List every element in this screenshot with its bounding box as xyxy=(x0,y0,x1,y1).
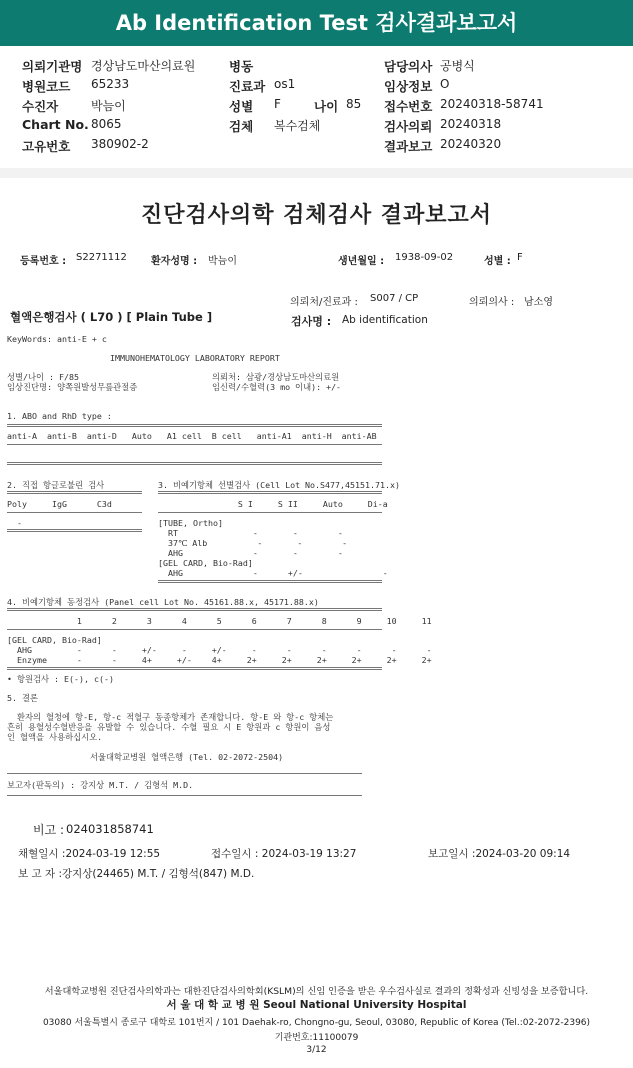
patient-name-value: 박늠이 xyxy=(208,256,237,267)
doctor-label: 의뢰의사 : xyxy=(469,297,515,308)
value-physician: 공병식 xyxy=(440,59,475,73)
section-screening-title: 3. 비예기항체 선별검사 (Cell Lot No.S477,45151.71.x) xyxy=(158,480,400,490)
receipt-datetime: 접수일시 : 2024-03-19 13:27 xyxy=(211,848,357,860)
rule xyxy=(7,444,382,445)
exam-value: Ab identification xyxy=(342,314,428,326)
section-abo-title: 1. ABO and RhD type : xyxy=(7,411,112,421)
label-chart-no: Chart No. xyxy=(22,117,89,132)
keywords: KeyWords: anti-E + c xyxy=(7,334,107,344)
double-rule xyxy=(7,667,382,670)
double-rule xyxy=(7,462,382,465)
conclusion-line: 환자의 혈청에 항-E, 항-c 적혈구 동종항체가 존재합니다. 항-E 와 항-c 항체는 xyxy=(7,712,334,722)
hospital-address: 03080 서울특별시 종로구 대학로 101번지 / 101 Daehak-ro, Chongno-gu, Seoul, 03080, Republic of Korea (Tel.:02-2072-2396) xyxy=(42,1018,591,1028)
rule xyxy=(7,629,382,630)
double-rule xyxy=(7,529,142,532)
institution-number: 기관번호:11100079 xyxy=(274,1033,359,1043)
collection-datetime: 채혈일시 :2024-03-19 12:55 xyxy=(18,848,161,860)
dat-values: - xyxy=(7,518,22,528)
section-dat-title: 2. 직접 항글로불린 검사 xyxy=(7,480,105,490)
screening-row: RT - - - xyxy=(158,528,343,538)
conclusion-line: 인 혈액을 사용하십시오. xyxy=(7,732,103,742)
document-title: 진단검사의학 검체검사 결과보고서 xyxy=(140,203,493,228)
report-datetime: 보고일시 :2024-03-20 09:14 xyxy=(428,848,571,860)
reporter-line: 보 고 자 :강지상(24465) M.T. / 김형석(847) M.D. xyxy=(18,868,255,880)
value-patient: 박늠이 xyxy=(91,99,126,113)
value-accession: 20240318-58741 xyxy=(440,97,544,111)
dat-columns: Poly IgG C3d xyxy=(7,499,112,509)
note-label: 비고 : xyxy=(33,823,65,837)
rule xyxy=(7,773,362,774)
requesting-institution: 의뢰처: 삼광/경상남도마산의료원 xyxy=(212,372,340,382)
value-specimen: 복수검체 xyxy=(274,119,321,133)
dept-label: 의뢰처/진료과 : xyxy=(290,297,358,308)
label-physician: 담당의사 xyxy=(384,59,433,74)
pregnancy-transfusion: 임신력/수혈력(3 mo 이내): +/- xyxy=(212,382,342,392)
page-number: 3/12 xyxy=(306,1045,327,1055)
rule xyxy=(158,512,382,513)
sex-age: 성별/나이 : F/85 xyxy=(7,372,80,382)
screening-row: AHG - +/- - xyxy=(158,568,388,578)
doctor-value: 남소영 xyxy=(524,297,553,308)
value-request-date: 20240318 xyxy=(440,117,502,131)
screening-row: AHG - - - xyxy=(158,548,343,558)
label-request-date: 검사의뢰 xyxy=(384,119,433,134)
request-info-header xyxy=(0,48,633,168)
section-conclusion-title: 5. 결론 xyxy=(7,693,39,703)
double-rule xyxy=(7,608,382,611)
value-unique-id: 380902-2 xyxy=(91,137,149,151)
label-institution: 의뢰기관명 xyxy=(22,59,83,74)
value-institution: 경상남도마산의료원 xyxy=(91,59,196,73)
screening-columns: S I S II Auto Di-a xyxy=(158,499,388,509)
label-clinical-info: 임상정보 xyxy=(384,79,433,94)
label-unique-id: 고유번호 xyxy=(22,139,71,154)
label-hospital-code: 병원코드 xyxy=(22,79,71,94)
value-hospital-code: 65233 xyxy=(91,77,130,91)
antigen-test: • 항원검사 : E(-), c(-) xyxy=(7,674,114,684)
report-title-bar: Ab Identification Test 검사결과보고서 xyxy=(0,0,633,46)
report-reporter: 보고자(판독의) : 강지상 M.T. / 김형석 M.D. xyxy=(7,780,194,790)
value-age: 85 xyxy=(346,97,362,111)
sex-label: 성별 : xyxy=(484,256,511,267)
reg-no-value: S2271112 xyxy=(76,252,127,263)
value-sex: F xyxy=(274,97,281,111)
blood-bank-contact: 서울대학교병원 혈액은행 (Tel. 02-2072-2504) xyxy=(90,752,284,762)
label-report-date: 결과보고 xyxy=(384,139,433,154)
double-rule xyxy=(158,580,382,583)
label-sex: 성별 xyxy=(229,99,254,114)
hospital-name: 서 울 대 학 교 병 원 Seoul National University Hospital xyxy=(166,999,467,1011)
certification-note: 서울대학교병원 진단검사의학과는 대한진단검사의학회(KSLM)의 신임 인증을 받은 우수검사실로 결과의 정확성과 신빙성을 보증합니다. xyxy=(44,986,589,997)
sex-value: F xyxy=(517,252,523,263)
note-value: 024031858741 xyxy=(66,822,154,836)
rule xyxy=(7,795,362,796)
abo-columns: anti-A anti-B anti-D Auto A1 cell B cell anti-A1 anti-H anti-AB xyxy=(7,431,377,441)
reg-no-label: 등록번호 : xyxy=(20,256,67,267)
value-report-date: 20240320 xyxy=(440,137,502,151)
clinical-diagnosis: 임상진단명: 양쪽원발성무릎관절증 xyxy=(7,382,138,392)
value-chart-no: 8065 xyxy=(91,117,122,131)
dob-label: 생년월일 : xyxy=(338,256,385,267)
panel-row: [GEL CARD, Bio-Rad] xyxy=(7,635,102,645)
screening-row: 37℃ Alb - - - xyxy=(158,538,348,548)
rule xyxy=(7,512,142,513)
double-rule xyxy=(158,491,382,494)
label-ward: 병동 xyxy=(229,59,254,74)
label-accession: 접수번호 xyxy=(384,99,433,114)
dob-value: 1938-09-02 xyxy=(395,252,454,263)
section-panel-title: 4. 비예기항체 동정검사 (Panel cell Lot No. 45161.88.x, 45171.88.x) xyxy=(7,597,319,607)
patient-name-label: 환자성명 : xyxy=(151,256,198,267)
screening-row: [TUBE, Ortho] xyxy=(158,518,223,528)
panel-columns: 1 2 3 4 5 6 7 8 9 10 11 xyxy=(7,616,432,626)
panel-row: Enzyme - - 4+ +/- 4+ 2+ 2+ 2+ 2+ 2+ 2+ xyxy=(7,655,432,665)
label-specimen: 검체 xyxy=(229,119,254,134)
value-department: os1 xyxy=(274,77,296,91)
section-divider xyxy=(0,168,633,178)
double-rule xyxy=(7,491,142,494)
label-department: 진료과 xyxy=(229,79,266,94)
label-age: 나이 xyxy=(314,99,339,114)
dept-value: S007 / CP xyxy=(370,293,419,304)
panel-row: AHG - - +/- - +/- - - - - - - xyxy=(7,645,432,655)
test-name: 혈액은행검사 ( L70 ) [ Plain Tube ] xyxy=(10,310,213,324)
double-rule xyxy=(7,424,382,427)
exam-label: 검사명 : xyxy=(291,315,332,328)
value-clinical-info: O xyxy=(440,77,450,91)
label-patient: 수진자 xyxy=(22,99,59,114)
screening-row: [GEL CARD, Bio-Rad] xyxy=(158,558,253,568)
conclusion-line: 흔히 용혈성수혈반응을 유발할 수 있습니다. 수혈 필요 시 E 항원과 c 항원이 음성 xyxy=(7,722,331,732)
lab-report-title: IMMUNOHEMATOLOGY LABORATORY REPORT xyxy=(110,353,280,363)
